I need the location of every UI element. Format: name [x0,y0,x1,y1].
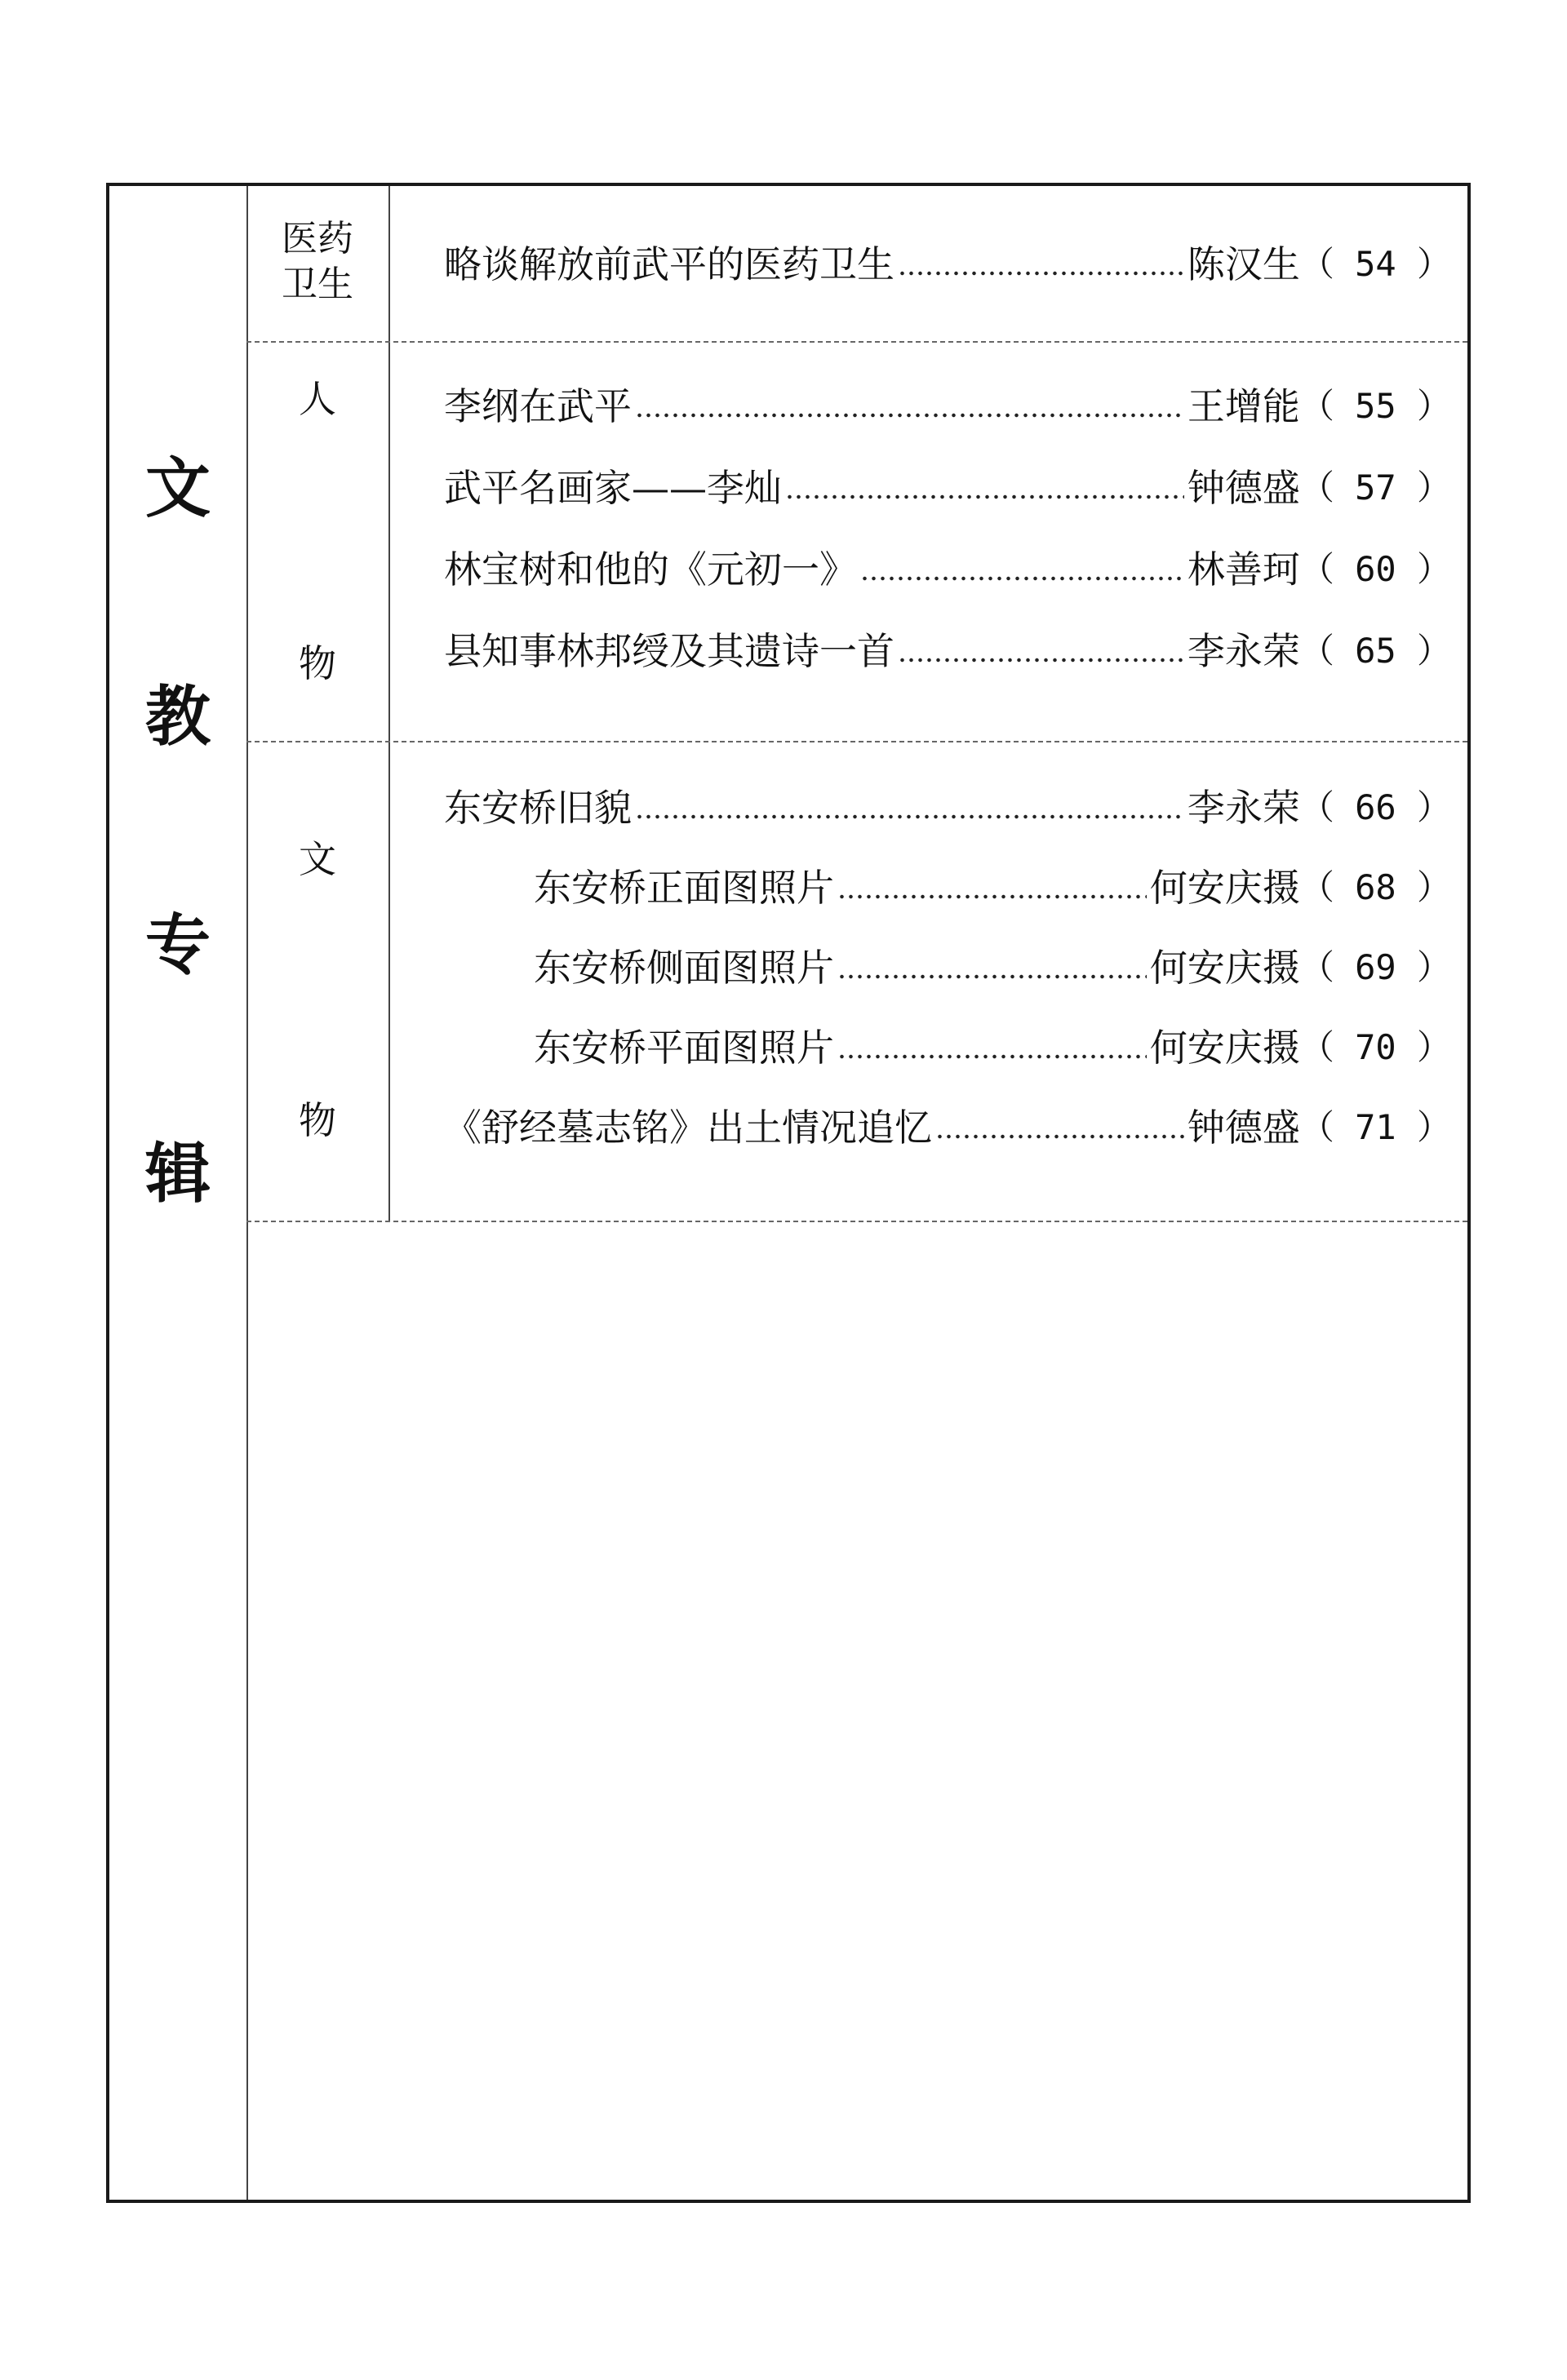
title-char: 文 [145,450,211,526]
entry-page: （ 71 ） [1299,1107,1451,1147]
leader-dots [785,494,1184,500]
entry-author: 李永荣 [1187,786,1300,830]
entry-page: （ 54 ） [1299,244,1451,284]
toc-entry[interactable] [444,545,1451,594]
entry-title: 略谈解放前武平的医药卫生 [444,242,894,286]
entry-title: 武平名画家——李灿 [444,466,782,510]
leader-dots [837,893,1147,900]
leader-dots [935,1133,1184,1140]
toc-entry[interactable] [444,240,1451,289]
toc-entry[interactable] [534,863,1451,912]
entry-author: 钟德盛 [1187,466,1300,510]
title-char: 教 [145,678,211,755]
entry-page: （ 70 ） [1299,1027,1451,1067]
leader-dots [898,657,1184,663]
toc-entry[interactable] [444,627,1451,676]
entry-author: 王增能 [1187,384,1300,428]
category-label-char: 文 [299,837,336,881]
entry-author: 李永荣 [1187,629,1300,673]
toc-entry[interactable] [444,783,1451,832]
leader-dots [635,412,1184,419]
entry-author: 林善珂 [1187,547,1300,592]
leader-dots [837,1053,1147,1060]
entry-title: 东安桥旧貌 [444,786,632,830]
category-label-char: 人 [299,377,336,421]
entry-author: 何安庆摄 [1149,946,1300,990]
toc-entry[interactable] [534,1023,1451,1072]
entry-author: 何安庆摄 [1149,866,1300,910]
entry-author: 钟德盛 [1187,1106,1300,1150]
title-char: 专 [145,906,211,983]
section-divider-3 [246,1221,1467,1222]
leader-dots [898,270,1184,277]
category-label-char: 物 [299,1098,336,1142]
category-people [246,341,388,741]
entry-page: （ 60 ） [1299,549,1451,589]
entry-page: （ 57 ） [1299,468,1451,507]
category-relics [246,741,388,1221]
category-label-line: 医药 [282,218,353,259]
entry-page: （ 68 ） [1299,867,1451,907]
contents-frame [106,183,1471,2203]
leader-dots [837,973,1147,980]
entry-title: 东安桥侧面图照片 [534,946,834,990]
entry-title: 李纲在武平 [444,384,632,428]
leader-dots [635,813,1184,820]
entry-title: 林宝树和他的《元初一》 [444,547,857,592]
toc-entry[interactable] [444,463,1451,512]
entry-page: （ 65 ） [1299,631,1451,671]
entry-title: 东安桥正面图照片 [534,866,834,910]
toc-entry[interactable] [444,382,1451,431]
category-label-char: 物 [299,641,336,685]
category-medicine [246,186,388,341]
entry-page: （ 55 ） [1299,386,1451,426]
entry-title: 《舒经墓志铭》出土情况追忆 [444,1106,932,1150]
entry-author: 陈汉生 [1187,242,1300,286]
category-label-line: 卫生 [282,264,353,305]
section-divider-1 [246,341,1467,343]
toc-entry[interactable] [534,943,1451,992]
entry-title: 县知事林邦绶及其遗诗一首 [444,629,894,673]
entry-page: （ 66 ） [1299,787,1451,827]
toc-entry[interactable] [444,1103,1451,1152]
section-divider-2 [246,741,1467,742]
entry-author: 何安庆摄 [1149,1026,1300,1070]
leader-dots [860,575,1184,582]
entry-title: 东安桥平面图照片 [534,1026,834,1070]
title-char: 辑 [145,1135,211,1212]
entry-page: （ 69 ） [1299,947,1451,987]
vertical-section-title [109,450,246,1369]
